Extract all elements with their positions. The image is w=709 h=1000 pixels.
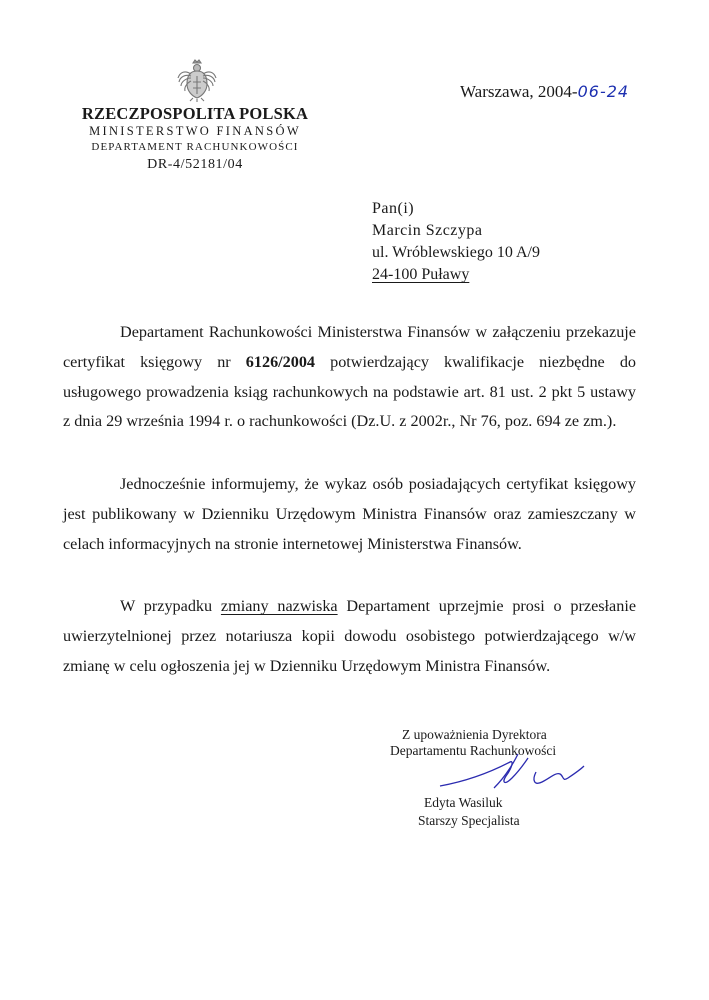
country-heading: RZECZPOSPOLITA POLSKA <box>81 104 309 123</box>
paragraph-3-text-a: W przypadku <box>120 597 221 615</box>
paragraph-1-text-a: Departament Rachunkowości Ministerstwa Finansów w załączeniu przekazuje certyfikat księgowy nr <box>63 323 636 371</box>
letter-date <box>460 82 629 102</box>
certificate-number: 6126/2004 <box>245 352 316 371</box>
signature-department: Departamentu Rachunkowości <box>390 743 557 758</box>
date-printed: Warszawa, 2004- <box>460 82 578 101</box>
paragraph-2: Jednocześnie informujemy, że wykaz osób posiadających certyfikat księgowy jest publikowany w Dzienniku Urzędowym Ministra Finansów oraz zamieszczany w celach informacyjnych na stronie internetowej Ministerstwa Finansów. <box>63 475 636 553</box>
recipient-city: 24-100 Puławy <box>372 266 470 283</box>
paragraph-1-text-b: potwierdzający kwalifikacje niezbędne do usługowego prowadzenia ksiąg rachunkowych na podstawie art. 81 ust. 2 pkt 5 ustawy z dnia 29 września 1994 r. o rachunkowości (Dz.U. z 2002r., Nr 76, poz. 694 ze zm.). <box>63 352 637 431</box>
paragraph-1 <box>63 318 636 437</box>
recipient-name: Marcin Szczypa <box>372 222 483 239</box>
date-handwritten: 06-24 <box>577 82 630 101</box>
signatory-name: Edyta Wasiluk <box>424 795 503 810</box>
ministry-name: MINISTERSTWO FINANSÓW <box>89 124 301 138</box>
paragraph-3 <box>63 592 636 681</box>
recipient-salutation: Pan(i) <box>372 200 415 217</box>
signatory-title: Starszy Specjalista <box>418 813 520 828</box>
recipient-street: ul. Wróblewskiego 10 A/9 <box>372 244 540 261</box>
handwritten-signature <box>432 748 592 794</box>
eagle-emblem-icon <box>177 58 217 102</box>
reference-number: DR-4/52181/04 <box>147 157 243 172</box>
name-change-underlined: zmiany nazwiska <box>220 597 338 615</box>
paragraph-3-text-b: Departament uprzejmie prosi o przesłanie uwierzytelnionej przez notariusza kopii dowodu osobistego potwierdzającego w/w zmianę w celu ogłoszenia jej w Dzienniku Urzędowym Ministra Finansów. <box>63 597 637 675</box>
signature-authorization: Z upoważnienia Dyrektora <box>402 727 547 742</box>
department-name: DEPARTAMENT RACHUNKOWOŚCI <box>91 141 299 153</box>
